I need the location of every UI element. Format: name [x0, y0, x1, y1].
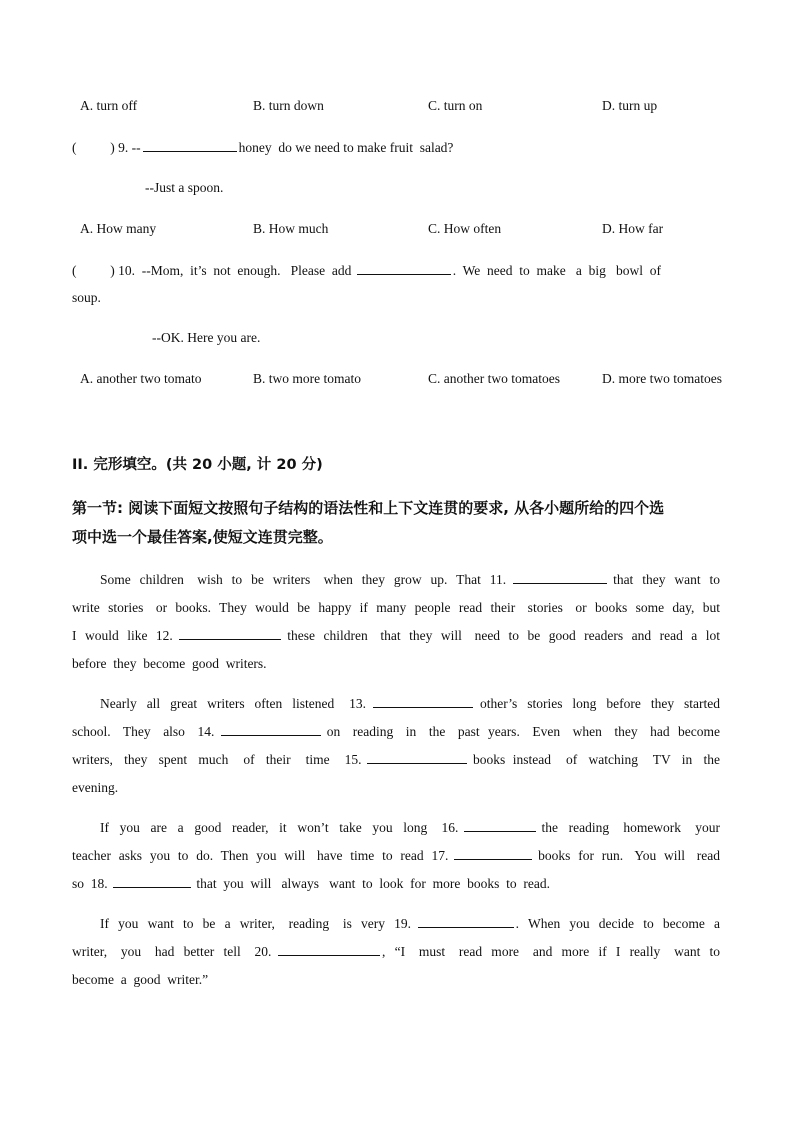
- q8-option-b[interactable]: B. turn down: [253, 98, 324, 113]
- q10-reply: --OK. Here you are.: [152, 330, 261, 345]
- p2-line-1: [72, 690, 720, 718]
- p4-line-1-text-b: . When you decide to become a: [515, 916, 721, 931]
- p2-line-4: evening.: [72, 780, 119, 795]
- p3-line-3: [72, 870, 720, 898]
- blank-11[interactable]: [513, 571, 607, 584]
- q10-stem-before: 10. --Mom, it’s not enough. Please add: [118, 263, 352, 278]
- q10-option-d[interactable]: D. more two tomatoes: [602, 371, 722, 386]
- p1-line-3-text-b: these children that they will need to be good readers and read a lot: [287, 628, 721, 643]
- p2-line-2-text-b: on reading in the past years. Even when they had become: [326, 724, 721, 739]
- q9-stem-after: honey do we need to make fruit salad?: [238, 140, 454, 155]
- p1-line-4: before they become good writers.: [72, 656, 267, 671]
- q9-stem: [72, 139, 453, 156]
- p1-line-3-text-a: I would like 12.: [72, 628, 173, 643]
- passage-paragraph-3: [72, 814, 720, 898]
- q9-stem-before: 9. --: [118, 140, 141, 155]
- q10-stem-continued: soup.: [72, 290, 101, 305]
- q8-option-c[interactable]: C. turn on: [428, 98, 483, 113]
- passage-paragraph-4: [72, 910, 720, 994]
- p2-line-3-text-a: writers, they spent much of their time 15.: [72, 752, 362, 767]
- p2-line-1-text-b: other’s stories long before they started: [480, 696, 721, 711]
- blank-13[interactable]: [373, 695, 473, 708]
- q8-option-a[interactable]: A. turn off: [80, 98, 138, 113]
- blank-16[interactable]: [464, 819, 536, 832]
- p2-line-2: [72, 718, 720, 746]
- q10-option-a[interactable]: A. another two tomato: [80, 371, 202, 386]
- p1-line-1-text-b: that they want to: [613, 572, 721, 587]
- q10-stem: [72, 262, 661, 279]
- q9-blank[interactable]: [143, 139, 237, 152]
- p3-line-1-text-b: the reading homework your: [541, 820, 721, 835]
- blank-17[interactable]: [454, 847, 532, 860]
- p2-line-3-text-b: books instead of watching TV in the: [473, 752, 721, 767]
- section-instruction-line-2: 项中选一个最佳答案,使短文连贯完整。: [72, 528, 333, 546]
- passage-paragraph-2: [72, 690, 720, 802]
- blank-15[interactable]: [367, 751, 467, 764]
- blank-19[interactable]: [418, 915, 514, 928]
- p3-line-3-text-b: that you will always want to look for more books to read.: [196, 876, 550, 891]
- passage-paragraph-1: [72, 566, 720, 678]
- p4-line-2: [72, 938, 720, 966]
- section-title: II. 完形填空。(共 20 小题, 计 20 分): [72, 457, 323, 473]
- p4-line-3: become a good writer.”: [72, 972, 209, 987]
- q9-option-a[interactable]: A. How many: [80, 221, 157, 236]
- p2-line-3: [72, 746, 720, 774]
- q9-answer-paren[interactable]: ( ): [72, 140, 115, 155]
- q10-blank[interactable]: [357, 262, 451, 275]
- p3-line-1: [72, 814, 720, 842]
- q9-option-c[interactable]: C. How often: [428, 221, 502, 236]
- q10-stem-after: . We need to make a big bowl of: [452, 263, 661, 278]
- q10-option-b[interactable]: B. two more tomato: [253, 371, 361, 386]
- p2-line-2-text-a: school. They also 14.: [72, 724, 215, 739]
- section-instruction-line-1: 第一节: 阅读下面短文按照句子结构的语法性和上下文连贯的要求, 从各小题所给的四个选: [72, 499, 665, 517]
- blank-18[interactable]: [113, 875, 191, 888]
- p1-line-3: [72, 622, 720, 650]
- p3-line-2-text-b: books for run. You will read: [538, 848, 721, 863]
- q10-answer-paren[interactable]: ( ): [72, 263, 115, 278]
- q9-option-b[interactable]: B. How much: [253, 221, 329, 236]
- p3-line-3-text-a: so 18.: [72, 876, 108, 891]
- p1-line-2: write stories or books. They would be happy if many people read their stories or books some day, but: [72, 600, 720, 615]
- q9-option-d[interactable]: D. How far: [602, 221, 664, 236]
- p3-line-2: [72, 842, 720, 870]
- p4-line-1: [72, 910, 720, 938]
- p3-line-1-text-a: If you are a good reader, it won’t take you long 16.: [100, 820, 459, 835]
- p4-line-1-text-a: If you want to be a writer, reading is very 19.: [100, 916, 412, 931]
- blank-14[interactable]: [221, 723, 321, 736]
- p2-line-1-text-a: Nearly all great writers often listened 13.: [100, 696, 367, 711]
- p3-line-2-text-a: teacher asks you to do. Then you will have time to read 17.: [72, 848, 449, 863]
- q9-reply: --Just a spoon.: [145, 180, 224, 195]
- q10-option-c[interactable]: C. another two tomatoes: [428, 371, 560, 386]
- q8-option-d[interactable]: D. turn up: [602, 98, 658, 113]
- p1-line-1: [72, 566, 720, 594]
- p4-line-2-text-a: writer, you had better tell 20.: [72, 944, 272, 959]
- p1-line-1-text-a: Some children wish to be writers when they grow up. That 11.: [100, 572, 507, 587]
- blank-20[interactable]: [278, 943, 380, 956]
- p4-line-2-text-b: , “I must read more and more if I really want to: [382, 944, 721, 959]
- blank-12[interactable]: [179, 627, 281, 640]
